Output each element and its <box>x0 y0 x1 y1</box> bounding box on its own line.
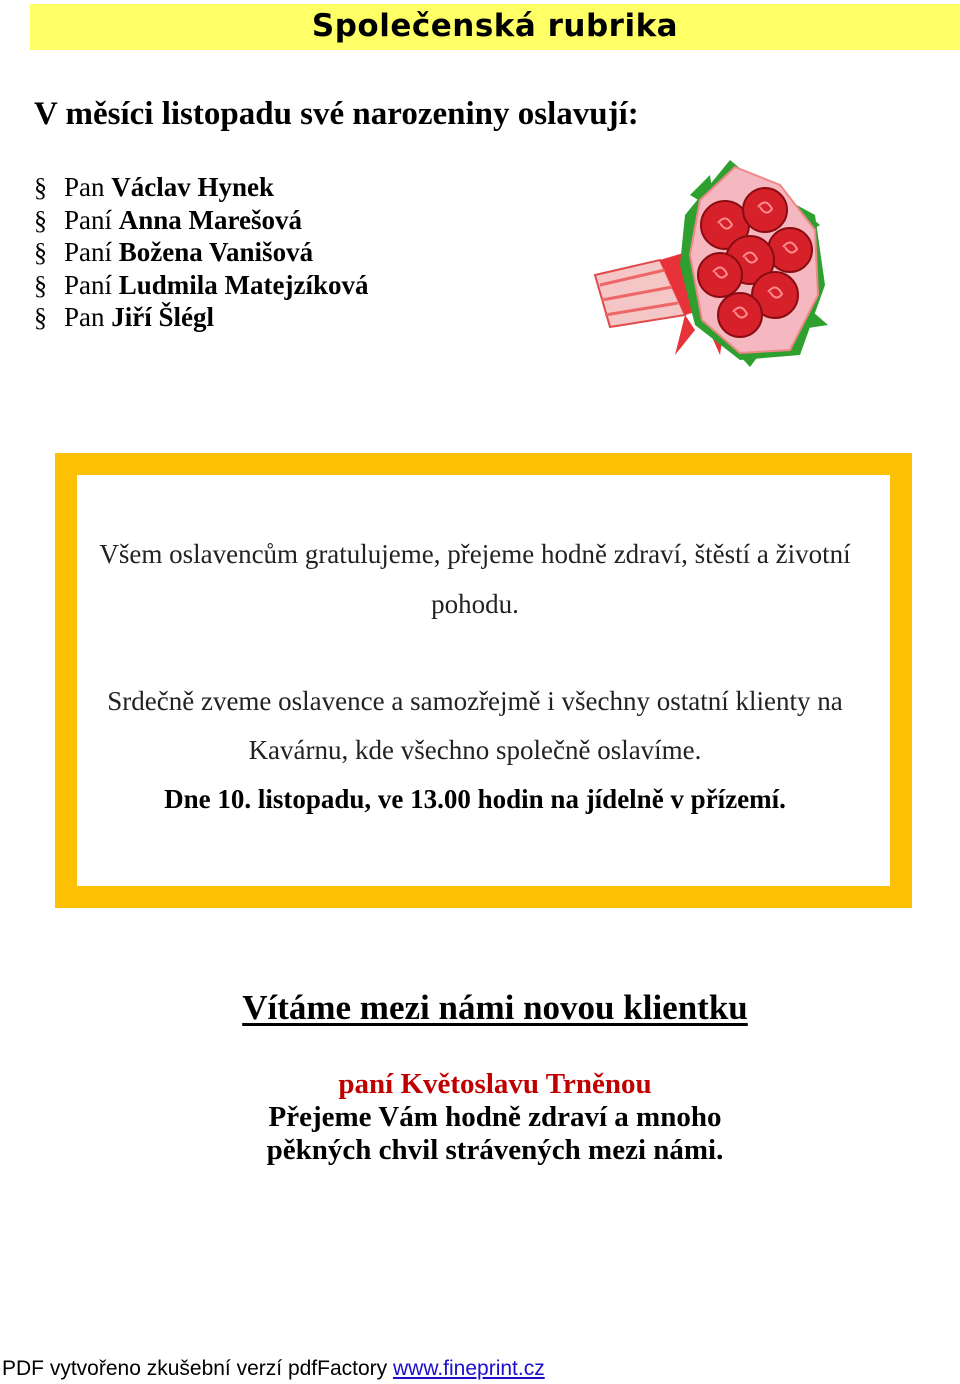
person-name: Jiří Šlégl <box>111 302 214 333</box>
section-mark-icon: § <box>34 238 47 268</box>
section-mark-icon: § <box>34 303 47 333</box>
notice-frame <box>55 453 912 908</box>
list-item <box>34 269 369 302</box>
section-mark-icon: § <box>34 270 47 300</box>
footer-note <box>2 1357 545 1381</box>
birthday-list <box>34 171 369 334</box>
person-name: Václav Hynek <box>111 172 275 202</box>
footer-text: PDF vytvořeno zkušební verzí pdfFactory <box>2 1357 393 1380</box>
person-title: Pan <box>64 302 105 333</box>
person-name: Ludmila Matejzíková <box>118 269 369 300</box>
list-item <box>34 236 369 269</box>
person-title: Paní <box>64 204 113 235</box>
welcome-heading: Vítáme mezi námi novou klientku <box>242 988 748 1027</box>
person-title: Paní <box>64 237 113 268</box>
notice-line: Kavárnu, kde všechno společně oslavíme. <box>248 735 702 765</box>
bouquet-icon <box>590 155 830 370</box>
section-mark-icon: § <box>34 173 47 202</box>
list-item <box>34 301 369 334</box>
list-item <box>34 204 369 237</box>
welcome-line: Přejeme Vám hodně zdraví a mnoho <box>268 1101 722 1133</box>
welcome-line: pěkných chvil strávených mezi námi. <box>266 1134 724 1166</box>
section-mark-icon: § <box>34 205 47 235</box>
list-item <box>34 171 369 204</box>
person-name: Anna Marešová <box>118 204 303 235</box>
footer-link[interactable]: www.fineprint.cz <box>392 1357 545 1380</box>
event-details: Dne 10. listopadu, ve 13.00 hodin na jídelně v přízemí. <box>164 784 786 814</box>
page-title: Společenská rubrika <box>311 8 679 44</box>
person-title: Paní <box>64 269 113 300</box>
notice-line: Všem oslavencům gratulujeme, přejeme hodně zdraví, štěstí a životní <box>99 539 851 569</box>
notice-line: pohodu. <box>431 589 519 619</box>
person-name: Božena Vanišová <box>118 237 314 268</box>
person-title: Pan <box>64 172 105 202</box>
birthdays-heading: V měsíci listopadu své narozeniny oslavují: <box>34 96 639 132</box>
notice-line: Srdečně zveme oslavence a samozřejmě i všechny ostatní klienty na <box>107 686 843 716</box>
new-client-name: paní Květoslavu Trněnou <box>338 1068 652 1100</box>
notice-box <box>77 475 890 886</box>
